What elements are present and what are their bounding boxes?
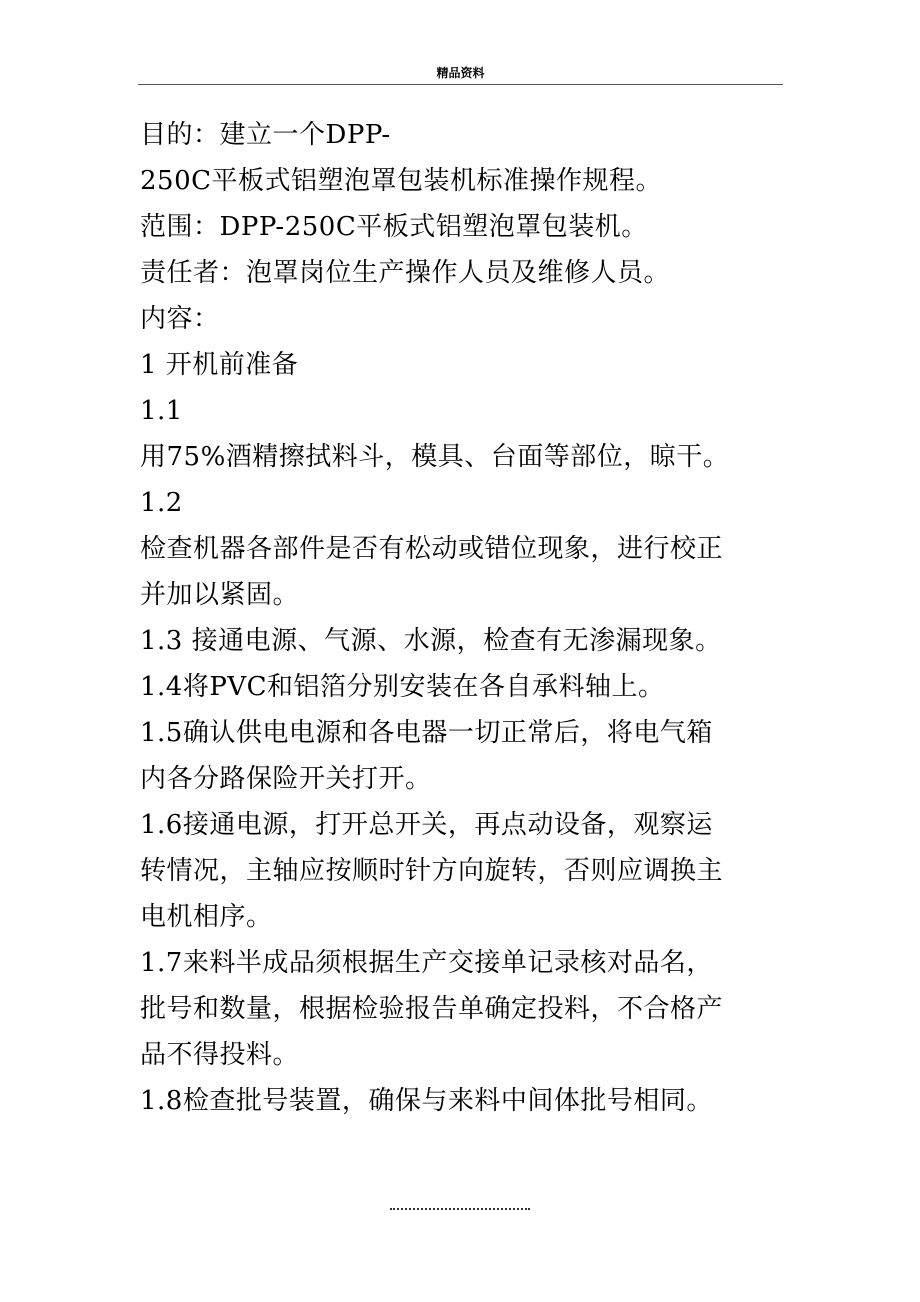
- text-line: 批号和数量，根据检验报告单确定投料，不合格产: [140, 994, 724, 1024]
- text-line: 内容：: [140, 304, 220, 334]
- text-line: 1.8检查批号装置，确保与来料中间体批号相同。: [140, 1086, 713, 1116]
- page-header-title: 精品资料: [436, 66, 485, 80]
- footer-dotted-rule: [390, 1208, 530, 1210]
- text-line: 转情况，主轴应按顺时针方向旋转，否则应调换主: [140, 856, 724, 886]
- text-line: 检查机器各部件是否有松动或错位现象，进行校正: [140, 534, 724, 564]
- text-line: 品不得投料。: [140, 1040, 300, 1070]
- text-line: 1.4将PVC和铝箔分别安装在各自承料轴上。: [140, 672, 665, 702]
- text-line: 内各分路保险开关打开。: [140, 764, 432, 794]
- text-line: 责任者：泡罩岗位生产操作人员及维修人员。: [140, 258, 671, 288]
- item-number: 1.2: [140, 488, 183, 518]
- text-line: 1.5确认供电电源和各电器一切正常后，将电气箱: [140, 718, 713, 748]
- text-line: 用75%酒精擦拭料斗，模具、台面等部位，晾干。: [140, 442, 730, 472]
- text-line: 1.3 接通电源、气源、水源，检查有无渗漏现象。: [140, 626, 722, 656]
- text-line: 250C平板式铝塑泡罩包装机标准操作规程。: [140, 166, 663, 196]
- text-line: 电机相序。: [140, 902, 273, 932]
- section-heading: 1 开机前准备: [140, 350, 299, 380]
- text-line: 1.6接通电源，打开总开关，再点动设备，观察运: [140, 810, 713, 840]
- text-line: 目的：建立一个DPP-: [140, 120, 391, 150]
- text-line: 1.7来料半成品须根据生产交接单记录核对品名，: [140, 948, 713, 978]
- text-line: 并加以紧固。: [140, 580, 300, 610]
- item-number: 1.1: [140, 396, 183, 426]
- document-body: [140, 112, 760, 1124]
- header-divider: [138, 84, 783, 85]
- text-line: 范围：DPP-250C平板式铝塑泡罩包装机。: [140, 212, 648, 242]
